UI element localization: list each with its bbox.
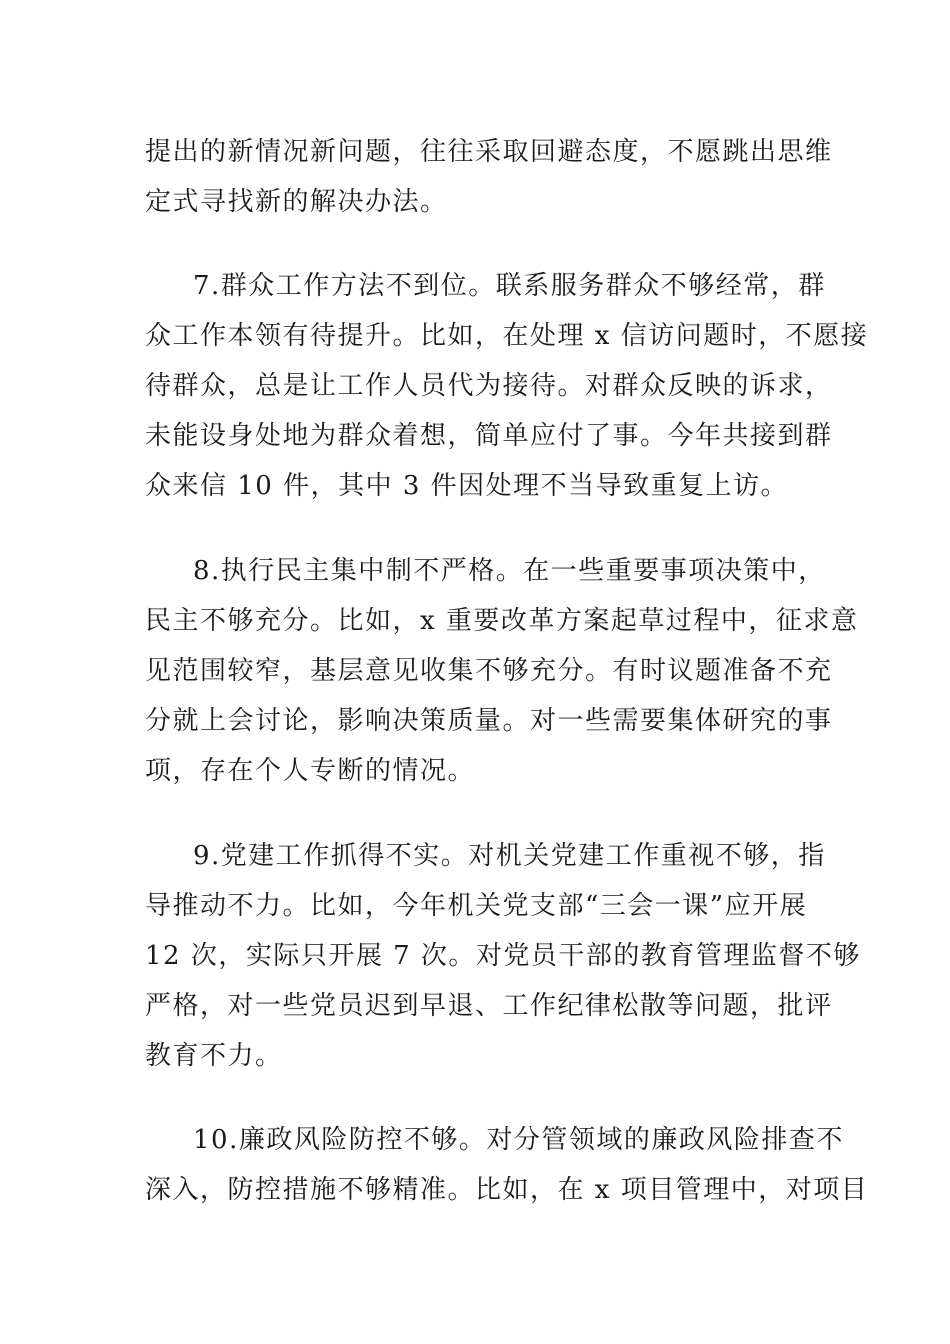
paragraph-8-line: 民主不够充分。比如，x 重要改革方案起草过程中，征求意: [145, 606, 859, 636]
paragraph-10-line: 深入，防控措施不够精准。比如，在 x 项目管理中，对项目: [145, 1175, 869, 1205]
paragraph-9-line: 12 次，实际只开展 7 次。对党员干部的教育管理监督不够: [145, 941, 861, 971]
paragraph-7-line: 众来信 10 件，其中 3 件因处理不当导致重复上访。: [145, 471, 789, 501]
paragraph-7-line: 待群众，总是让工作人员代为接待。对群众反映的诉求，: [145, 371, 833, 401]
paragraph-10-line: 10.廉政风险防控不够。对分管领域的廉政风险排查不: [193, 1125, 844, 1155]
paragraph-9-line: 9.党建工作抓得不实。对机关党建工作重视不够，指: [193, 841, 826, 871]
paragraph-8-line: 项，存在个人专断的情况。: [145, 756, 476, 786]
paragraph-7-line: 7.群众工作方法不到位。联系服务群众不够经常，群: [193, 271, 826, 301]
paragraph-8-line: 见范围较窄，基层意见收集不够充分。有时议题准备不充: [145, 656, 833, 686]
paragraph-line: 定式寻找新的解决办法。: [145, 187, 448, 217]
paragraph-9-line: 严格，对一些党员迟到早退、工作纪律松散等问题，批评: [145, 991, 833, 1021]
paragraph-8-line: 分就上会讨论，影响决策质量。对一些需要集体研究的事: [145, 706, 833, 736]
paragraph-7-line: 未能设身处地为群众着想，简单应付了事。今年共接到群: [145, 421, 833, 451]
paragraph-9-line: 教育不力。: [145, 1041, 283, 1071]
paragraph-9-line: 导推动不力。比如，今年机关党支部“三会一课”应开展: [145, 891, 808, 921]
paragraph-line: 提出的新情况新问题，往往采取回避态度，不愿跳出思维: [145, 137, 833, 167]
paragraph-8-line: 8.执行民主集中制不严格。在一些重要事项决策中，: [193, 556, 826, 586]
paragraph-7-line: 众工作本领有待提升。比如，在处理 x 信访问题时，不愿接: [145, 321, 869, 351]
